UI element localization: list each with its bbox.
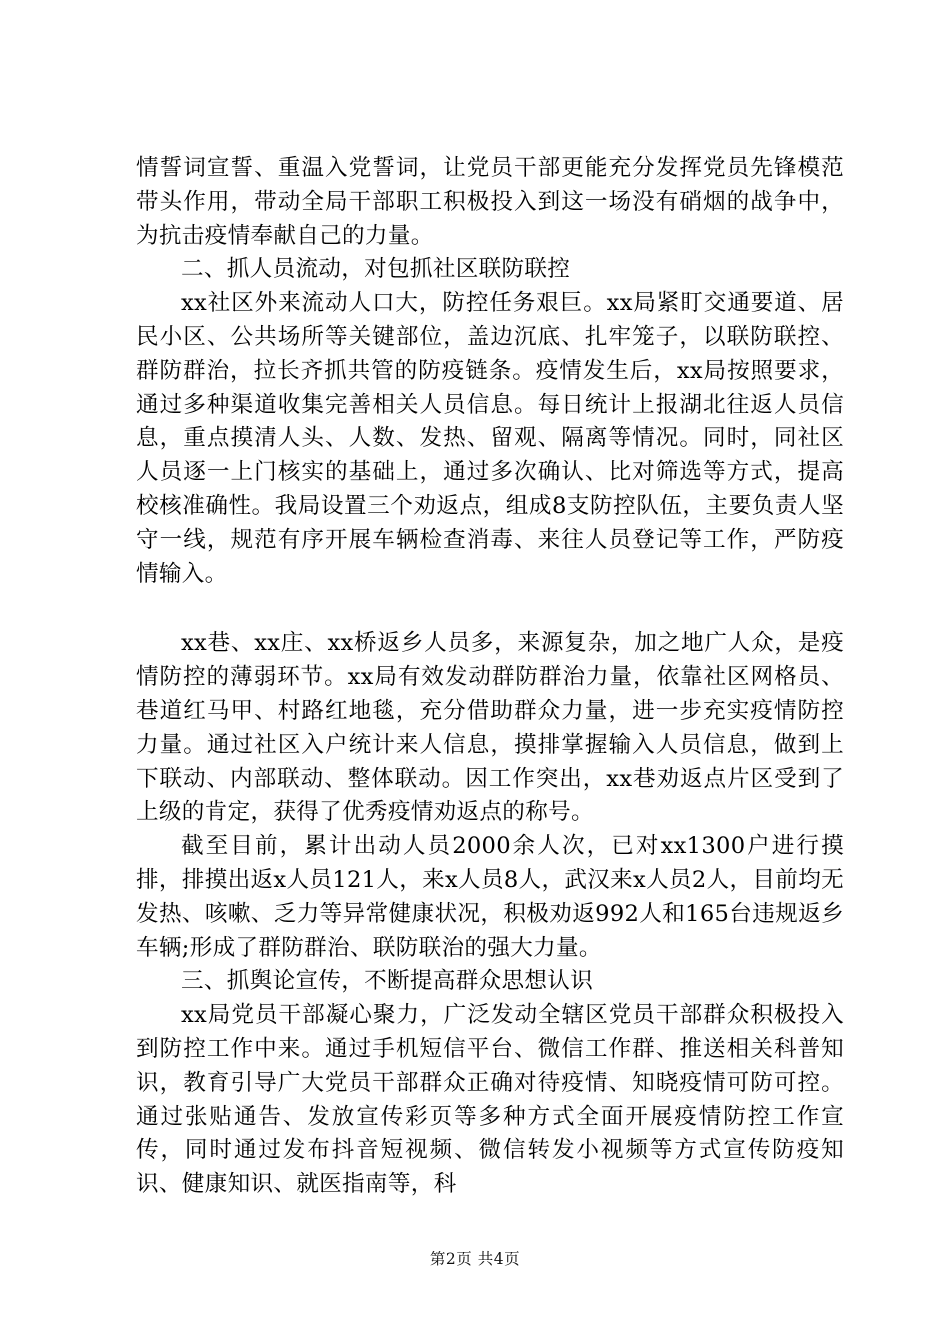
paragraph-returnee-areas: xx巷、xx庄、xx桥返乡人员多，来源复杂，加之地广人众，是疫情防控的薄弱环节。xx局有效发动群防群治力量，依靠社区网格员、巷道红马甲、村路红地毯，充分借助群众力量，进一步充实疫情防控力量。通过社区入户统计来人信息，摸排掌握输入人员信息，做到上下联动、内部联动、整体联动。因工作突出，xx巷劝返点片区受到了上级的肯定，获得了优秀疫情劝返点的称号。 xyxy=(136,630,844,826)
section-heading-2: 二、抓人员流动，对包抓社区联防联控 xyxy=(181,256,571,283)
paragraph-publicity: xx局党员干部凝心聚力，广泛发动全辖区党员干部群众积极投入到防控工作中来。通过手机短信平台、微信工作群、推送相关科普知识，教育引导广大党员干部群众正确对待疫情、知晓疫情可防可控。通过张贴通告、发放宣传彩页等多种方式全面开展疫情防控工作宣传，同时通过发布抖音短视频、微信转发小视频等方式宣传防疫知识、健康知识、就医指南等，科 xyxy=(136,1002,844,1198)
document-body xyxy=(136,152,844,1202)
page-number-footer: 第2页 共4页 xyxy=(429,1250,521,1268)
paragraph-continuation: 情誓词宣誓、重温入党誓词，让党员干部更能充分发挥党员先锋模范带头作用，带动全局干部职工积极投入到这一场没有硝烟的战争中，为抗击疫情奉献自己的力量。 xyxy=(136,155,844,249)
paragraph-community-control: xx社区外来流动人口大，防控任务艰巨。xx局紧盯交通要道、居民小区、公共场所等关键部位，盖边沉底、扎牢笼子，以联防联控、群防群治，拉长齐抓共管的防疫链条。疫情发生后，xx局按照要求，通过多种渠道收集完善相关人员信息。每日统计上报湖北往返人员信息，重点摸清人头、人数、发热、留观、隔离等情况。同时，同社区人员逐一上门核实的基础上，通过多次确认、比对筛选等方式，提高校核准确性。我局设置三个劝返点，组成8支防控队伍，主要负责人坚守一线，规范有序开展车辆检查消毒、来往人员登记等工作，严防疫情输入。 xyxy=(136,290,844,587)
paragraph-statistics: 截至目前，累计出动人员2000余人次，已对xx1300户进行摸排，排摸出返x人员121人，来x人员8人，武汉来x人员2人，目前均无发热、咳嗽、乏力等异常健康状况，积极劝返992人和165台违规返乡车辆;形成了群防群治、联防联治的强大力量。 xyxy=(136,833,844,961)
section-heading-3: 三、抓舆论宣传，不断提高群众思想认识 xyxy=(181,968,594,995)
